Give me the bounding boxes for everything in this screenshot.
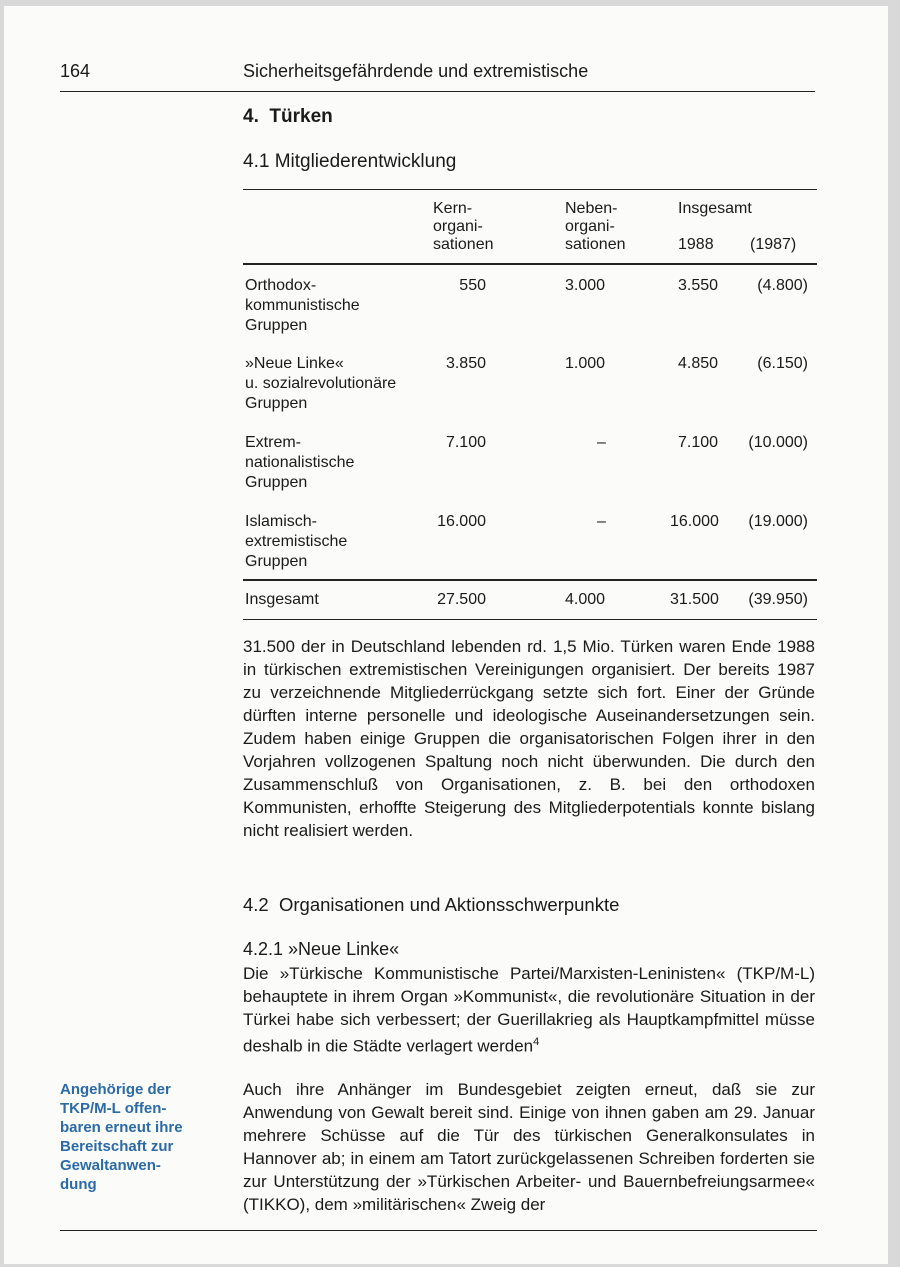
col-header-neben: Neben- organi- sationen: [565, 200, 626, 253]
total-neben: 4.000: [565, 591, 606, 608]
cell-neben: 1.000: [565, 355, 606, 372]
cell-kern: 16.000: [437, 513, 486, 530]
cell-kern: 550: [459, 277, 486, 294]
row-label-extremnationalistisch: Extrem- nationalistische Gruppen: [245, 434, 355, 491]
heading-4-2-1: 4.2.1 »Neue Linke«: [243, 939, 400, 959]
running-title: Sicherheitsgefährdende und extremistische: [243, 61, 589, 81]
cell-1987: (4.800): [757, 277, 808, 294]
cell-kern: 3.850: [445, 355, 486, 372]
total-label: Insgesamt: [245, 591, 319, 608]
cell-neben: 3.000: [565, 277, 606, 294]
cell-1988: 3.550: [678, 277, 719, 294]
cell-1988: 4.850: [678, 355, 719, 372]
paragraph-gewalt: Auch ihre Anhänger im Bundesgebiet zeigten erneut, daß sie zur Anwendung von Gewalt bereit sind. Einige von ihnen gaben am 29. Januar mehrere Schüsse auf die Tür des türkischen Generalkonsulates in Hannover ab; in einem am Tatort zurückgelassenen Schreiben forderten sie zur Unterstützung der »Türkischen Arbeiter- und Bauernbefreiungsarmee« (TIKKO), dem »militärischen« Zweig der: [243, 1080, 815, 1214]
margin-note: Angehörige der TKP/M-L offen- baren erneut ihre Bereitschaft zur Gewaltanwen- dung: [60, 1081, 183, 1193]
header-rule: [60, 91, 815, 92]
total-1987: (39.950): [748, 591, 808, 608]
paragraph-intro: 31.500 der in Deutschland lebenden rd. 1,5 Mio. Türken waren Ende 1988 in türkischen extremistischen Vereinigungen organisiert. Der bereits 1987 zu verzeichnende Mitgliederrückgang setzte sich fort. Einer der Gründe dürften interne personelle und ideologische Auseinandersetzungen sein. Zudem haben einige Gruppen die organisatorischen Folgen ihrer in den Vorjahren vollzogenen Spaltung noch nicht überwunden. Die durch den Zusammenschluß von Organisationen, z. B. bei den orthodoxen Kommunisten, erhoffte Steigerung des Mitgliederpotentials konnte bislang nicht realisiert werden.: [243, 637, 815, 840]
footer-rule: [60, 1230, 817, 1231]
table-top-rule: [243, 189, 817, 190]
col-header-kern: Kern- organi- sationen: [433, 200, 494, 253]
cell-1988: 7.100: [678, 434, 719, 451]
paragraph-tkp-ml: Die »Türkische Kommunistische Partei/Marxisten-Leninisten« (TKP/M-L) behauptete in ihrem Organ »Kommunist«, die revolutionäre Situation in der Türkei habe sich verbessert; der Guerillakrieg als Hauptkampfmittel müsse deshalb in die Städte verlagert werden$^4$: [243, 964, 815, 1056]
total-kern: 27.500: [437, 591, 486, 608]
cell-1987: (19.000): [748, 513, 808, 530]
table-header-rule: [243, 263, 817, 265]
row-label-neue-linke: »Neue Linke« u. sozialrevolutionäre Gruppen: [245, 355, 397, 412]
cell-neben: –: [597, 434, 606, 451]
cell-1988: 16.000: [670, 513, 719, 530]
table-bottom-rule: [243, 619, 817, 620]
cell-neben: –: [597, 513, 606, 530]
footnote-ref: 4: [533, 1036, 540, 1048]
subsection-title: 4.1 Mitgliederentwicklung: [243, 151, 457, 172]
row-label-islamisch: Islamisch- extremistische Gruppen: [245, 513, 348, 570]
page-number: 164: [60, 61, 91, 81]
table-total-rule: [243, 579, 817, 581]
total-1988: 31.500: [670, 591, 719, 608]
col-header-1987: (1987): [750, 236, 797, 253]
cell-kern: 7.100: [445, 434, 486, 451]
section-title: 4. Türken: [243, 106, 333, 127]
row-label-orthodox: Orthodox- kommunistische Gruppen: [245, 277, 360, 334]
cell-1987: (10.000): [748, 434, 808, 451]
heading-4-2: 4.2 Organisationen und Aktionsschwerpunkte: [243, 894, 620, 915]
col-header-insgesamt: Insgesamt: [678, 200, 752, 217]
col-header-1988: 1988: [678, 236, 714, 253]
cell-1987: (6.150): [757, 355, 808, 372]
